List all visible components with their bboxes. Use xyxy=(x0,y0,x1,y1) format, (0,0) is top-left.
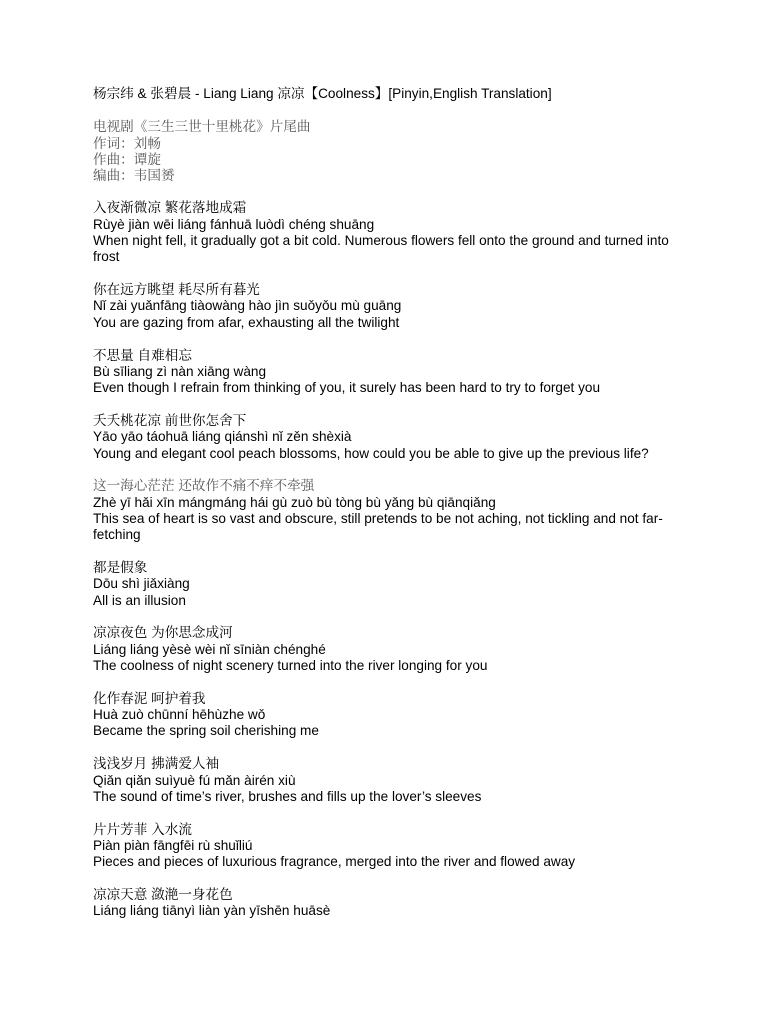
stanza-english: You are gazing from afar, exhausting all the twilight xyxy=(93,314,400,330)
stanza xyxy=(93,756,683,805)
stanza-chinese: 片片芳菲 入水流 xyxy=(93,821,192,837)
stanza-pinyin: Rùyè jiàn wēi liáng fánhuā luòdì chéng shuāng xyxy=(93,216,375,232)
song-credits xyxy=(93,119,683,184)
stanza-pinyin: Liáng liáng yèsè wèi nǐ sīniàn chénghé xyxy=(93,641,326,657)
stanza-pinyin: Liáng liáng tiānyì liàn yàn yīshēn huāsè xyxy=(93,903,331,919)
stanza-english: Became the spring soil cherishing me xyxy=(93,723,319,739)
stanza-chinese: 都是假象 xyxy=(93,560,148,576)
stanza xyxy=(93,200,683,265)
stanza-english: When night fell, it gradually got a bit cold. Numerous flowers fell onto the ground and turned into frost xyxy=(93,233,669,265)
stanza-english: The sound of time’s river, brushes and fills up the lover’s sleeves xyxy=(93,788,482,804)
stanza-pinyin: Bù sīliang zì nàn xiāng wàng xyxy=(93,363,267,379)
stanza-chinese: 不思量 自难相忘 xyxy=(93,347,192,363)
stanza xyxy=(93,560,683,609)
stanza-chinese: 化作春泥 呵护着我 xyxy=(93,690,206,706)
stanza-english: Even though I refrain from thinking of you, it surely has been hard to try to forget you xyxy=(93,380,601,396)
stanza xyxy=(93,822,683,871)
stanza-english: Pieces and pieces of luxurious fragrance, merged into the river and flowed away xyxy=(93,854,576,870)
credit-theme-song: 电视剧《三生三世十里桃花》片尾曲 xyxy=(93,119,311,135)
stanza-english: Young and elegant cool peach blossoms, how could you be able to give up the previous life? xyxy=(93,445,649,461)
lyrics-document xyxy=(93,86,683,936)
stanza-chinese: 这一海心茫茫 还故作不痛不痒不牵强 xyxy=(93,478,315,494)
document-title: 杨宗纬 & 张碧晨 - Liang Liang 凉凉【Coolness】[Pinyin,English Translation] xyxy=(93,86,552,101)
credit-lyricist: 作词：刘畅 xyxy=(93,135,161,151)
stanza-chinese: 凉凉夜色 为你思念成河 xyxy=(93,625,233,641)
stanza-english: The coolness of night scenery turned into the river longing for you xyxy=(93,658,488,674)
stanza-pinyin: Zhè yī hǎi xīn mángmáng hái gù zuò bù tòng bù yǎng bù qiānqiǎng xyxy=(93,494,496,510)
stanza-chinese: 夭夭桃花凉 前世你怎舍下 xyxy=(93,412,247,428)
stanza xyxy=(93,887,683,920)
stanza-pinyin: Yāo yāo táohuā liáng qiánshì nǐ zěn shèxià xyxy=(93,429,352,445)
stanza-pinyin: Huà zuò chūnní hēhùzhe wǒ xyxy=(93,707,266,723)
stanza xyxy=(93,691,683,740)
stanza-pinyin: Nǐ zài yuǎnfāng tiàowàng hào jìn suǒyǒu mù guāng xyxy=(93,298,402,314)
stanza-pinyin: Qiǎn qiǎn suìyuè fú mǎn àirén xiù xyxy=(93,772,296,788)
credit-composer: 作曲：谭旋 xyxy=(93,151,161,167)
stanza-english: All is an illusion xyxy=(93,592,186,608)
stanza xyxy=(93,413,683,462)
stanza xyxy=(93,348,683,397)
stanza-chinese: 你在远方眺望 耗尽所有暮光 xyxy=(93,282,260,298)
stanza-pinyin: Dōu shì jiǎxiàng xyxy=(93,576,190,592)
credit-arranger: 编曲：韦国赟 xyxy=(93,168,175,184)
stanza-chinese: 入夜渐微凉 繁花落地成霜 xyxy=(93,200,247,216)
stanza-chinese: 凉凉天意 潋滟一身花色 xyxy=(93,886,233,902)
stanza-pinyin: Piàn piàn fāngfēi rù shuǐliú xyxy=(93,837,253,853)
stanza-chinese: 浅浅岁月 拂满爱人袖 xyxy=(93,756,220,772)
stanza xyxy=(93,282,683,331)
stanza xyxy=(93,478,683,543)
stanza-english: This sea of heart is so vast and obscure, still pretends to be not aching, not tickling and not far-fetching xyxy=(93,510,663,543)
stanza xyxy=(93,625,683,674)
